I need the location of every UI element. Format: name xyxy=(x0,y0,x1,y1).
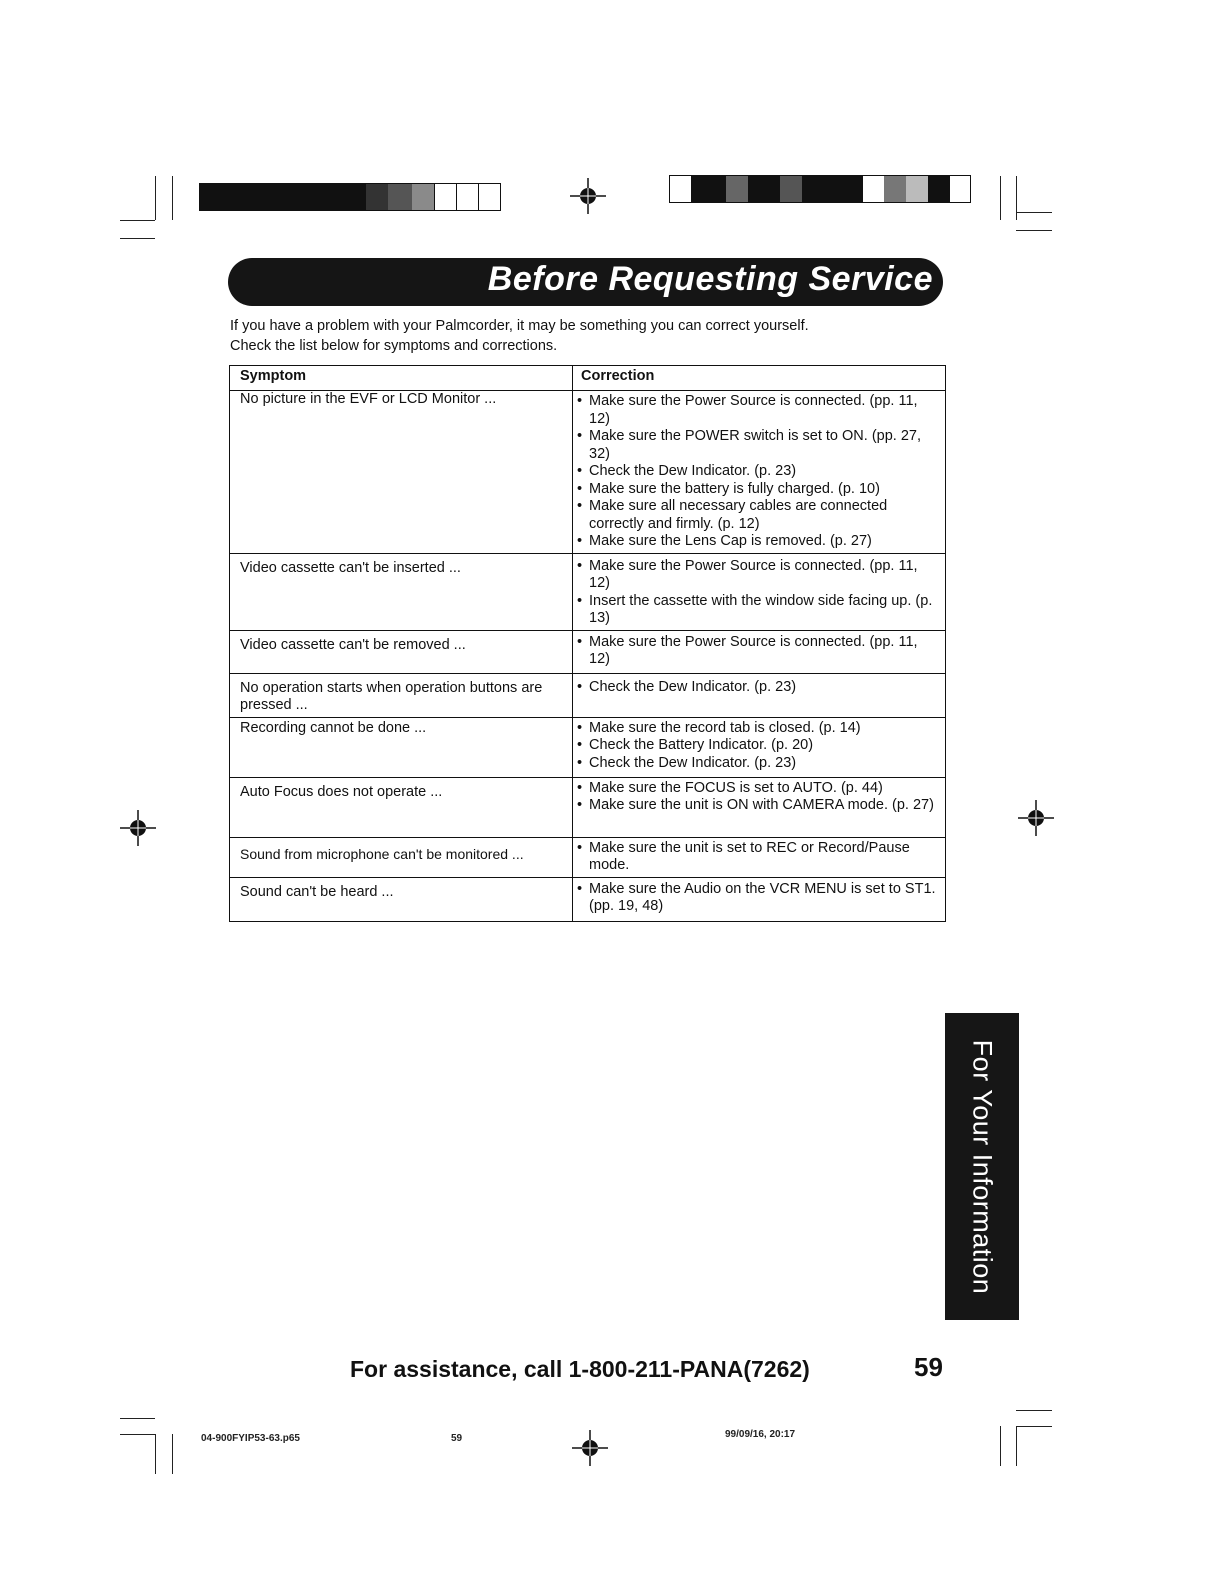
correction-item: • Insert the cassette with the window side facing up. (p. 13) xyxy=(575,593,941,628)
correction-item: • Check the Dew Indicator. (p. 23) xyxy=(575,755,941,773)
correction-cell xyxy=(573,553,946,630)
slug-date: 99/09/16, 20:17 xyxy=(725,1429,796,1440)
table-row xyxy=(230,837,946,877)
correction-item: • Make sure the POWER switch is set to ON. (pp. 27, 32) xyxy=(575,428,941,463)
table-row xyxy=(230,877,946,921)
color-bar xyxy=(669,175,971,203)
correction-item: • Make sure the Power Source is connected. (pp. 11, 12) xyxy=(575,393,941,428)
correction-item: • Make sure the Lens Cap is removed. (p. 27) xyxy=(575,533,941,551)
correction-item: • Make sure the battery is fully charged. (p. 10) xyxy=(575,481,941,499)
page-number: 59 xyxy=(914,1352,943,1382)
correction-cell xyxy=(573,630,946,673)
correction-item: • Make sure the unit is ON with CAMERA mode. (p. 27) xyxy=(575,797,941,815)
correction-item: • Check the Dew Indicator. (p. 23) xyxy=(575,463,941,481)
symptom-cell: Auto Focus does not operate ... xyxy=(230,777,573,837)
slug-page: 59 xyxy=(451,1433,463,1444)
table-row xyxy=(230,391,946,554)
table-row xyxy=(230,777,946,837)
section-tab-label: For Your Information xyxy=(967,1039,998,1294)
registration-mark-icon xyxy=(1018,800,1054,836)
registration-mark-icon xyxy=(572,1430,608,1466)
correction-item: • Make sure the FOCUS is set to AUTO. (p. 44) xyxy=(575,780,941,798)
correction-cell xyxy=(573,777,946,837)
correction-item: • Make sure the Power Source is connected. (pp. 11, 12) xyxy=(575,558,941,593)
registration-mark-icon xyxy=(570,178,606,214)
table-header-row xyxy=(230,366,946,391)
intro-line-2: Check the list below for symptoms and corrections. xyxy=(230,338,558,354)
symptom-cell: Sound from microphone can't be monitored ... xyxy=(230,837,573,877)
symptom-cell: No picture in the EVF or LCD Monitor ... xyxy=(230,391,573,554)
troubleshooting-table xyxy=(229,365,946,922)
correction-cell xyxy=(573,391,946,554)
symptom-cell: No operation starts when operation buttons are pressed ... xyxy=(230,673,573,717)
symptom-header: Symptom xyxy=(230,366,573,391)
symptom-cell: Video cassette can't be inserted ... xyxy=(230,553,573,630)
correction-cell xyxy=(573,877,946,921)
table-row xyxy=(230,717,946,777)
correction-item: • Check the Dew Indicator. (p. 23) xyxy=(575,679,941,697)
correction-item: • Make sure the unit is set to REC or Record/Pause mode. xyxy=(575,840,941,875)
table-row xyxy=(230,673,946,717)
correction-cell xyxy=(573,673,946,717)
table-row xyxy=(230,553,946,630)
assistance-line: For assistance, call 1-800-211-PANA(7262) xyxy=(350,1356,810,1382)
symptom-cell: Sound can't be heard ... xyxy=(230,877,573,921)
correction-header: Correction xyxy=(573,366,946,391)
intro-line-1: If you have a problem with your Palmcorder, it may be something you can correct yourself. xyxy=(230,318,809,334)
symptom-cell: Recording cannot be done ... xyxy=(230,717,573,777)
correction-cell xyxy=(573,837,946,877)
title-banner xyxy=(228,258,943,306)
page-title: Before Requesting Service xyxy=(487,260,933,298)
intro-text xyxy=(230,316,809,356)
correction-item: • Make sure the record tab is closed. (p. 14) xyxy=(575,720,941,738)
symptom-cell: Video cassette can't be removed ... xyxy=(230,630,573,673)
color-bar xyxy=(199,183,501,211)
correction-item: • Make sure all necessary cables are connected correctly and firmly. (p. 12) xyxy=(575,498,941,533)
table-row xyxy=(230,630,946,673)
correction-item: • Make sure the Power Source is connected. (pp. 11, 12) xyxy=(575,634,941,669)
correction-cell xyxy=(573,717,946,777)
registration-mark-icon xyxy=(120,810,156,846)
correction-item: • Make sure the Audio on the VCR MENU is set to ST1. (pp. 19, 48) xyxy=(575,881,941,916)
correction-item: • Check the Battery Indicator. (p. 20) xyxy=(575,737,941,755)
slug-filename: 04-900FYIP53-63.p65 xyxy=(201,1433,300,1444)
section-tab xyxy=(945,1013,1019,1320)
